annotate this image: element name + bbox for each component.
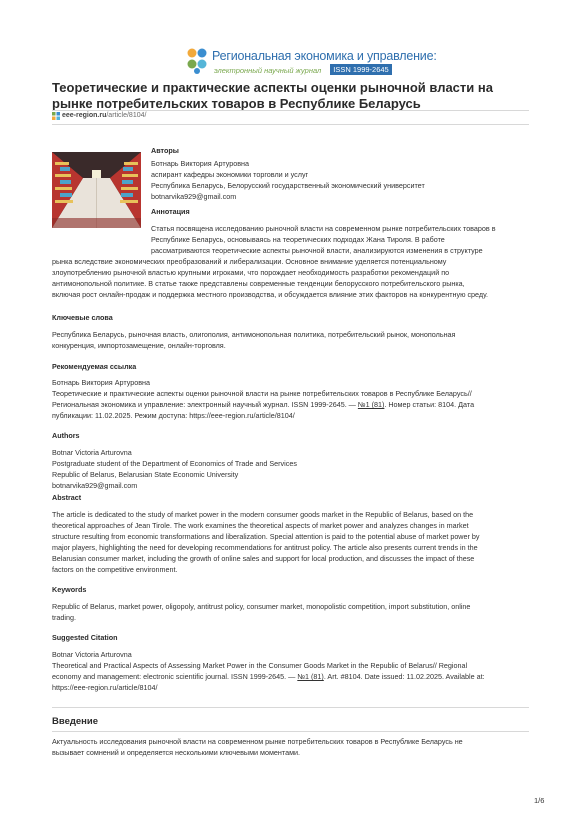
en-citation-text: . Art. #8104. Date issued: 11.02.2025. Available at: xyxy=(323,672,485,681)
en-author-position: Postgraduate student of the Department of Economics of Trade and Services xyxy=(52,459,297,468)
ru-citation-author: Ботнарь Виктория Артуровна xyxy=(52,378,150,387)
en-abstract-line: factors on the competitive environment. xyxy=(52,565,178,574)
ru-citation-text: Региональная экономика и управление: электронный научный журнал. ISSN 1999-2645. — xyxy=(52,400,358,409)
ru-keywords-line: конкуренция, импортозамещение, онлайн-торговля. xyxy=(52,341,226,350)
ru-citation-issue-link[interactable]: №1 (81) xyxy=(357,400,385,409)
intro-line: вызывает сомнений и определяется несколькими ключевыми моментами. xyxy=(52,748,301,757)
ru-citation-text: . Номер статьи: 8104. Дата xyxy=(384,400,475,409)
journal-logo-icon xyxy=(186,47,210,75)
en-author-name: Botnar Victoria Arturovna xyxy=(52,448,132,457)
en-keywords-line: Republic of Belarus, market power, oligopoly, antitrust policy, consumer market, monopolistic competition, import substitution, online xyxy=(52,602,471,611)
section-divider xyxy=(52,707,529,708)
en-citation-text: economy and management: electronic scientific journal. ISSN 1999-2645. — xyxy=(52,672,298,681)
ru-keywords-heading: Ключевые слова xyxy=(52,313,113,322)
ru-keywords-line: Республика Беларусь, рыночная власть, олигополия, антимонопольная политика, потребительский рынок, монопольная xyxy=(52,330,456,339)
ru-author-position: аспирант кафедры экономики торговли и услуг xyxy=(151,170,309,179)
en-abstract-line: The article is dedicated to the study of market power in the modern consumer goods market in the Republic of Belarus, based on the xyxy=(52,510,474,519)
page-number: 1/6 xyxy=(534,796,545,805)
journal-issn-badge: ISSN 1999-2645 xyxy=(330,64,392,75)
en-citation-author: Botnar Victoria Arturovna xyxy=(52,650,132,659)
en-citation-issue-link[interactable]: №1 (81) xyxy=(297,672,324,681)
en-abstract-line: Belarusian consumer market, including the growth of online sales and support for local production, and discusses the impact of these xyxy=(52,554,475,563)
ru-abstract-line: Республике Беларусь, основываясь на теоретических подходах Жана Тироля. В работе xyxy=(151,235,445,244)
en-citation-line: Theoretical and Practical Aspects of Assessing Market Power in the Consumer Goods Market in the Republic of Belarus// Regional xyxy=(52,661,468,670)
en-authors-heading: Authors xyxy=(52,431,80,440)
en-author-affiliation: Republic of Belarus, Belarusian State Economic University xyxy=(52,470,239,479)
ru-citation-line: Теоретические и практические аспекты оценки рыночной власти на рынке потребительских товаров в Республике Беларусь// xyxy=(52,389,472,398)
en-citation-heading: Suggested Citation xyxy=(52,633,118,642)
ru-abstract-line: злоупотреблению рыночной властью крупными игроками, что порождает необходимость разработки рекомендаций по xyxy=(52,268,450,277)
site-favicon-icon xyxy=(52,112,60,120)
article-illustration xyxy=(52,152,141,228)
ru-abstract-line: Статья посвящена исследованию рыночной власти на современном рынке потребительских товаров в xyxy=(151,224,496,233)
ru-citation-line: публикации: 11.02.2025. Режим доступа: https://eee-region.ru/article/8104/ xyxy=(52,411,295,420)
ru-author-affiliation: Республика Беларусь, Белорусский государственный экономический университет xyxy=(151,181,425,190)
en-abstract-line: structure resulting from economic transformations and liberalization. Special attention is paid to the potential abuse of market power by xyxy=(52,532,480,541)
en-abstract-line: theoretical approaches of Jean Tirole. The work examines the theoretical aspects of market power and analyzes changes in market xyxy=(52,521,469,530)
journal-subtitle: электронный научный журнал xyxy=(214,66,322,75)
title-divider xyxy=(52,110,529,111)
article-title: Теоретические и практические аспекты оценки рыночной власти на рынке потребительских товаров в Республике Беларусь xyxy=(52,80,493,111)
intro-divider xyxy=(52,731,529,732)
en-abstract-heading: Abstract xyxy=(52,493,82,502)
en-author-email[interactable]: botnarvika929@gmail.com xyxy=(52,481,138,490)
article-link-path: /article/8104/ xyxy=(106,112,147,119)
article-link-domain: eee-region.ru xyxy=(62,112,107,119)
intro-line: Актуальность исследования рыночной власти на современном рынке потребительских товаров в Республике Беларусь не xyxy=(52,737,463,746)
ru-abstract-line: рынка вследствие экономических преобразований и либерализации. Основное внимание уделяется потенциальному xyxy=(52,257,447,266)
article-link[interactable] xyxy=(62,112,146,119)
journal-name: Региональная экономика и управление: xyxy=(212,49,437,63)
en-citation-line: https://eee-region.ru/article/8104/ xyxy=(52,683,158,692)
ru-citation-line xyxy=(52,400,474,410)
en-keywords-line: trading. xyxy=(52,613,76,622)
en-abstract-line: major players, highlighting the need for developing recommendations for antitrust policy. The article also presents current trends in the xyxy=(52,543,478,552)
en-keywords-heading: Keywords xyxy=(52,585,87,594)
ru-citation-heading: Рекомендуемая ссылка xyxy=(52,362,137,371)
ru-authors-heading: Авторы xyxy=(151,146,179,155)
ru-author-name: Ботнарь Виктория Артуровна xyxy=(151,159,249,168)
ru-abstract-line: включая рост онлайн-продаж и поддержка местного производства, и обсуждается влияние этих факторов на конкурентную среду. xyxy=(52,290,488,299)
ru-author-email[interactable]: botnarvika929@gmail.com xyxy=(151,192,237,201)
ru-abstract-line: рассматриваются теоретические аспекты рыночной власти, анализируются изменения в структуре xyxy=(151,246,483,255)
en-citation-line xyxy=(52,672,485,682)
intro-heading: Введение xyxy=(52,716,99,727)
link-divider xyxy=(52,124,529,125)
ru-abstract-line: антимонопольной политике. В статье также представлены современные тенденции белорусского потребительского рынка, xyxy=(52,279,465,288)
ru-abstract-heading: Аннотация xyxy=(151,207,190,216)
